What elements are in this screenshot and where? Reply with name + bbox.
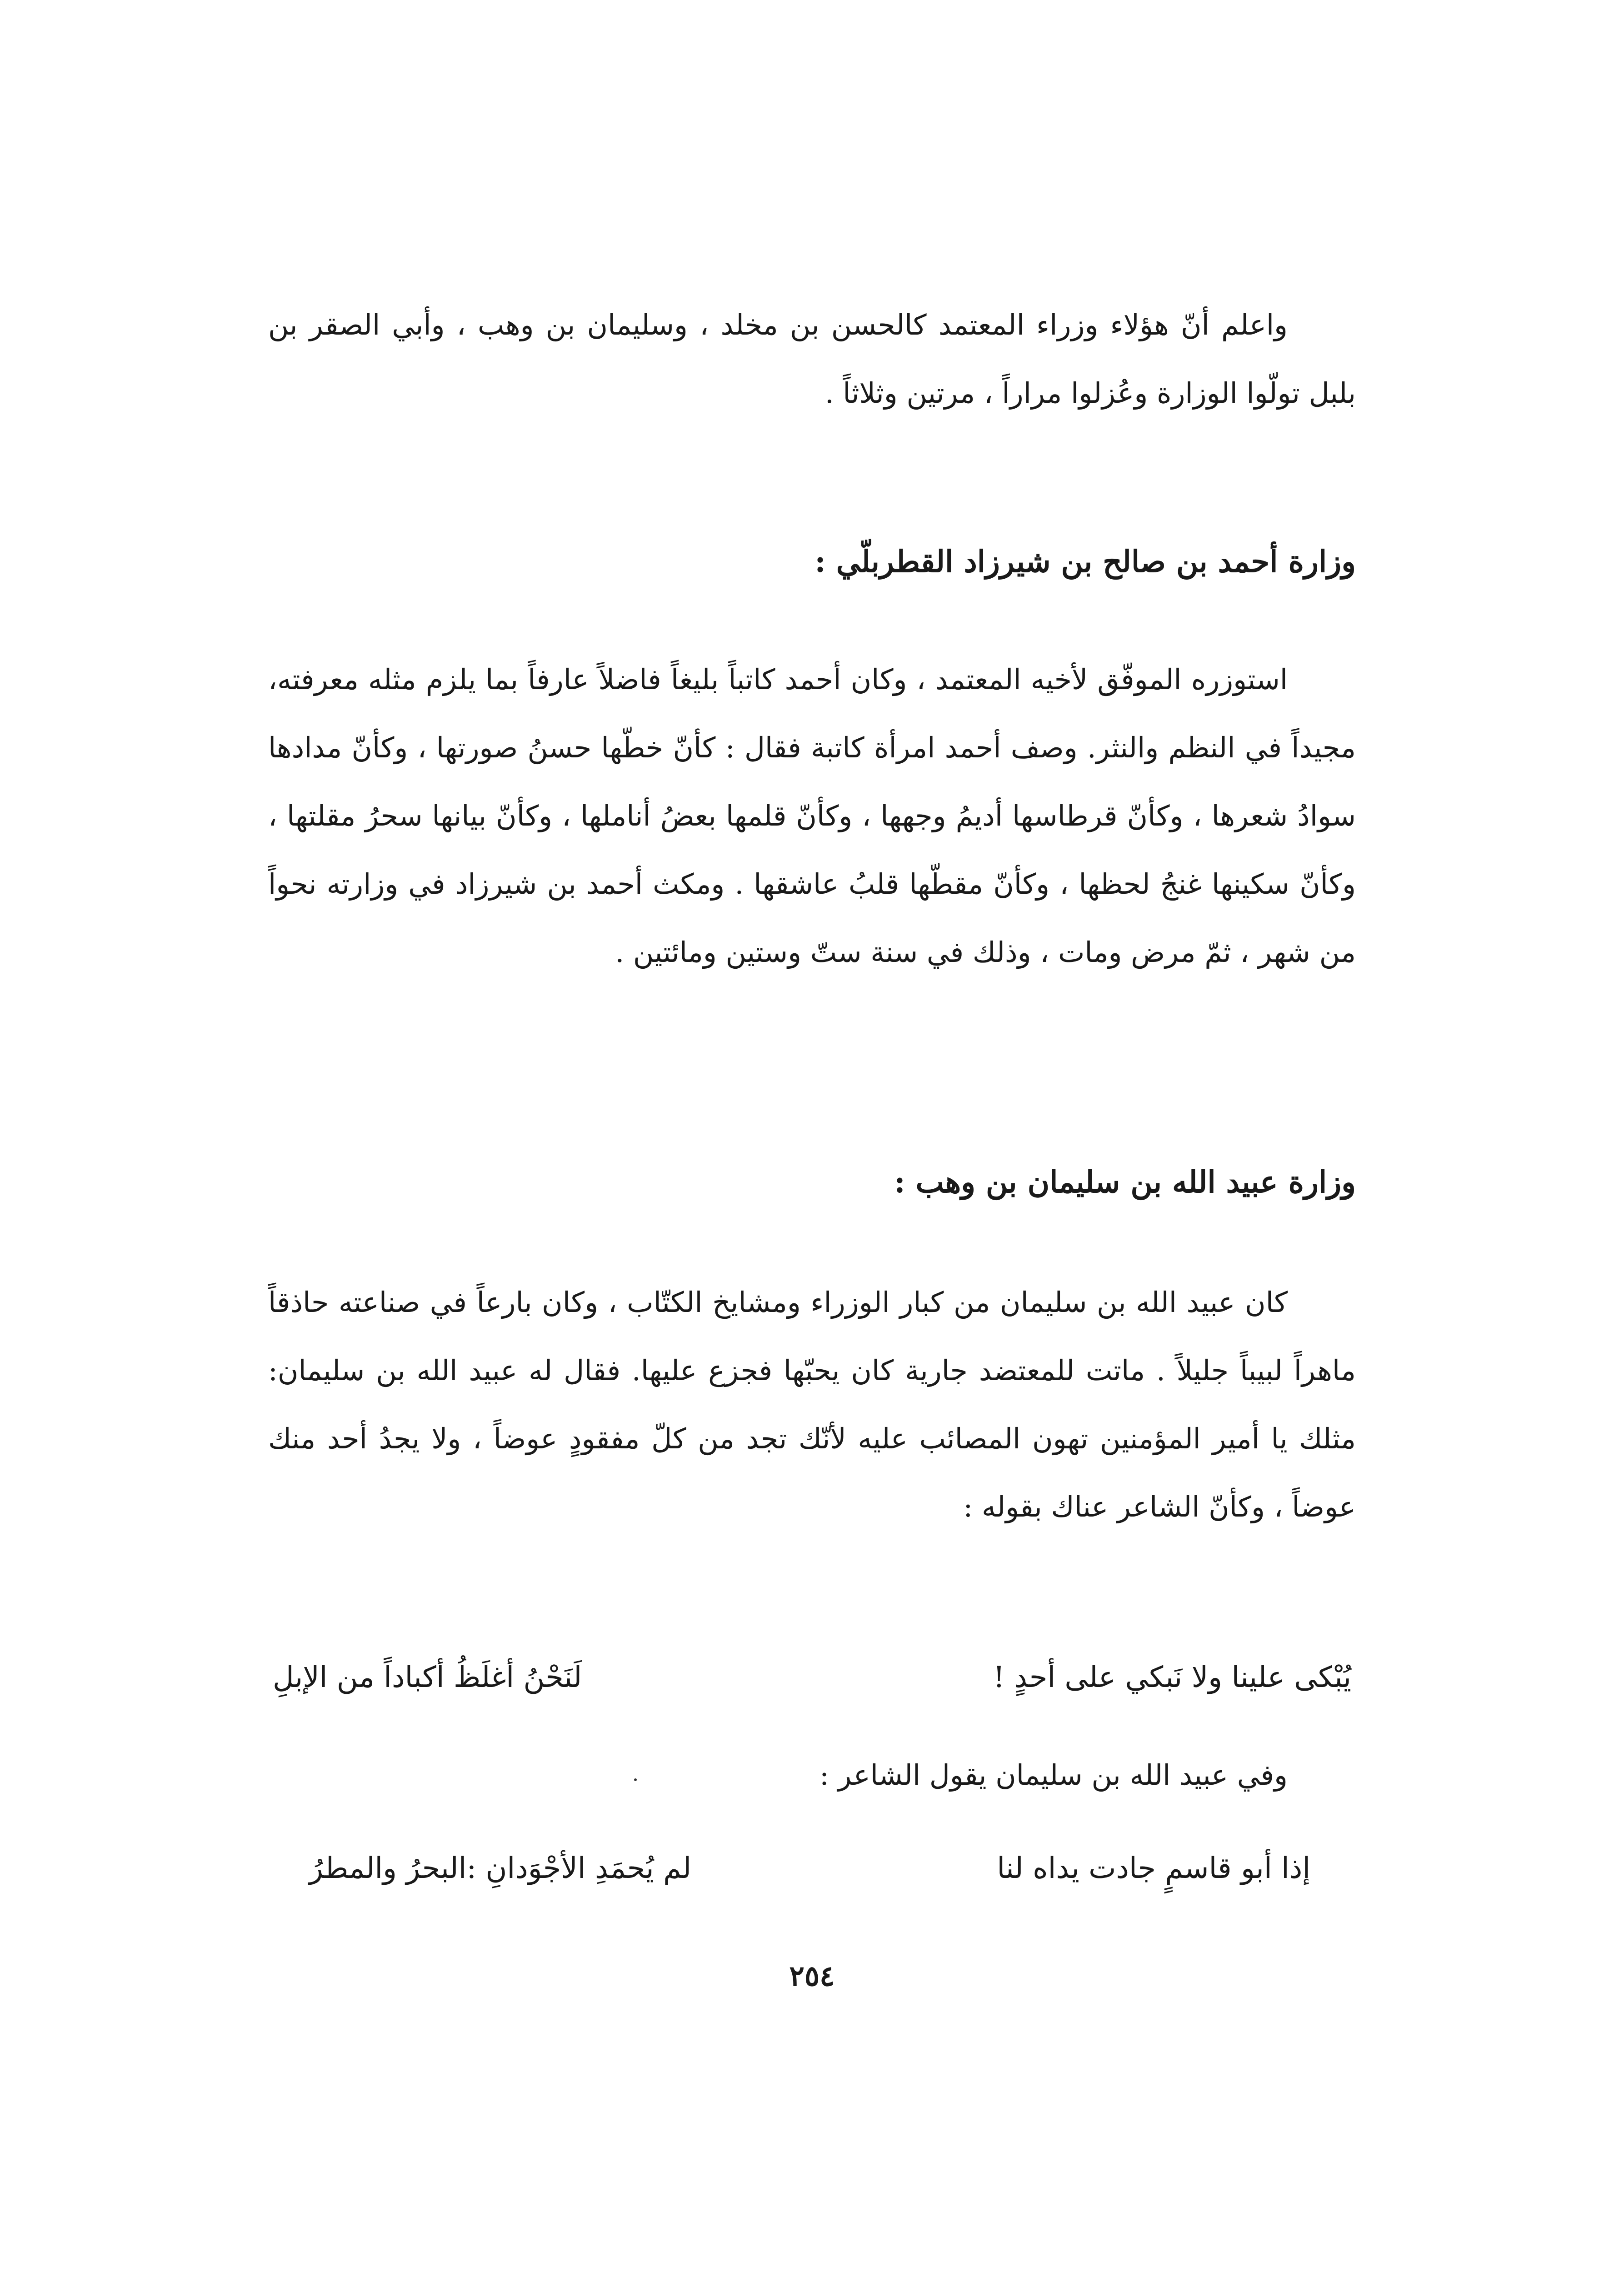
section-heading-ahmad-ibn-salih: وزارة أحمد بن صالح بن شيرزاد القطربلّي : — [814, 544, 1356, 579]
verse-2-second-hemistich: لم يُحمَدِ الأجْوَدانِ :البحرُ والمطرُ — [309, 1852, 692, 1885]
poem-verse-2 — [309, 1837, 1310, 1900]
verse-1-first-hemistich: يُبْكى علينا ولا نَبكي على أحدٍ ! — [993, 1661, 1351, 1694]
section-heading-ubaydallah: وزارة عبيد الله بن سليمان بن وهب : — [894, 1164, 1356, 1200]
verse-2-first-hemistich: إذا أبو قاسمٍ جادت يداه لنا — [997, 1852, 1310, 1885]
section-body-ahmad-ibn-salih: استوزره الموفّق لأخيه المعتمد ، وكان أحمد كاتباً بليغاً فاضلاً عارفاً بما يلزم مثله معرفته، مجيداً في النظم والنثر. وصف أحمد امرأة كاتبة فقال : كأنّ خطّها حسنُ صورتها ، وكأنّ مدادها سوادُ شعرها ، وكأنّ قرطاسها أديمُ وجهها ، وكأنّ قلمها بعضُ أناملها ، وكأنّ بيانها سحرُ مقلتها ، وكأنّ سكينها غنجُ لحظها ، وكأنّ مقطّها قلبُ عاشقها . ومكث أحمد بن شيرزاد في وزارته نحواً من شهر ، ثمّ مرض ومات ، وذلك في سنة ستّ وستين ومائتين . — [268, 663, 1356, 969]
verse-1-second-hemistich: لَنَحْنُ أغلَظُ أكباداً من الإبلِ — [273, 1661, 582, 1694]
intro-paragraph: واعلم أنّ هؤلاء وزراء المعتمد كالحسن بن مخلد ، وسليمان بن وهب ، وأبي الصقر بن بلبل تولّوا الوزارة وعُزلوا مراراً ، مرتين وثلاثاً . — [268, 308, 1356, 410]
poem-verse-1 — [273, 1646, 1351, 1709]
section-body-ubaydallah: كان عبيد الله بن سليمان من كبار الوزراء ومشايخ الكتّاب ، وكان بارعاً في صناعته حاذقاً ماهراً لبيباً جليلاً . ماتت للمعتضد جارية كان يحبّها فجزع عليها. فقال له عبيد الله بن سليمان: مثلك يا أمير المؤمنين تهون المصائب عليه لأنّك تجد من كلّ مفقودٍ عوضاً ، ولا يجدُ أحد منك عوضاً ، وكأنّ الشاعر عناك بقوله : — [268, 1286, 1356, 1523]
page-number: ٢٥٤ — [789, 1959, 835, 1993]
print-speck — [634, 1778, 637, 1781]
verse-introduction: وفي عبيد الله بن سليمان يقول الشاعر : — [819, 1758, 1288, 1792]
